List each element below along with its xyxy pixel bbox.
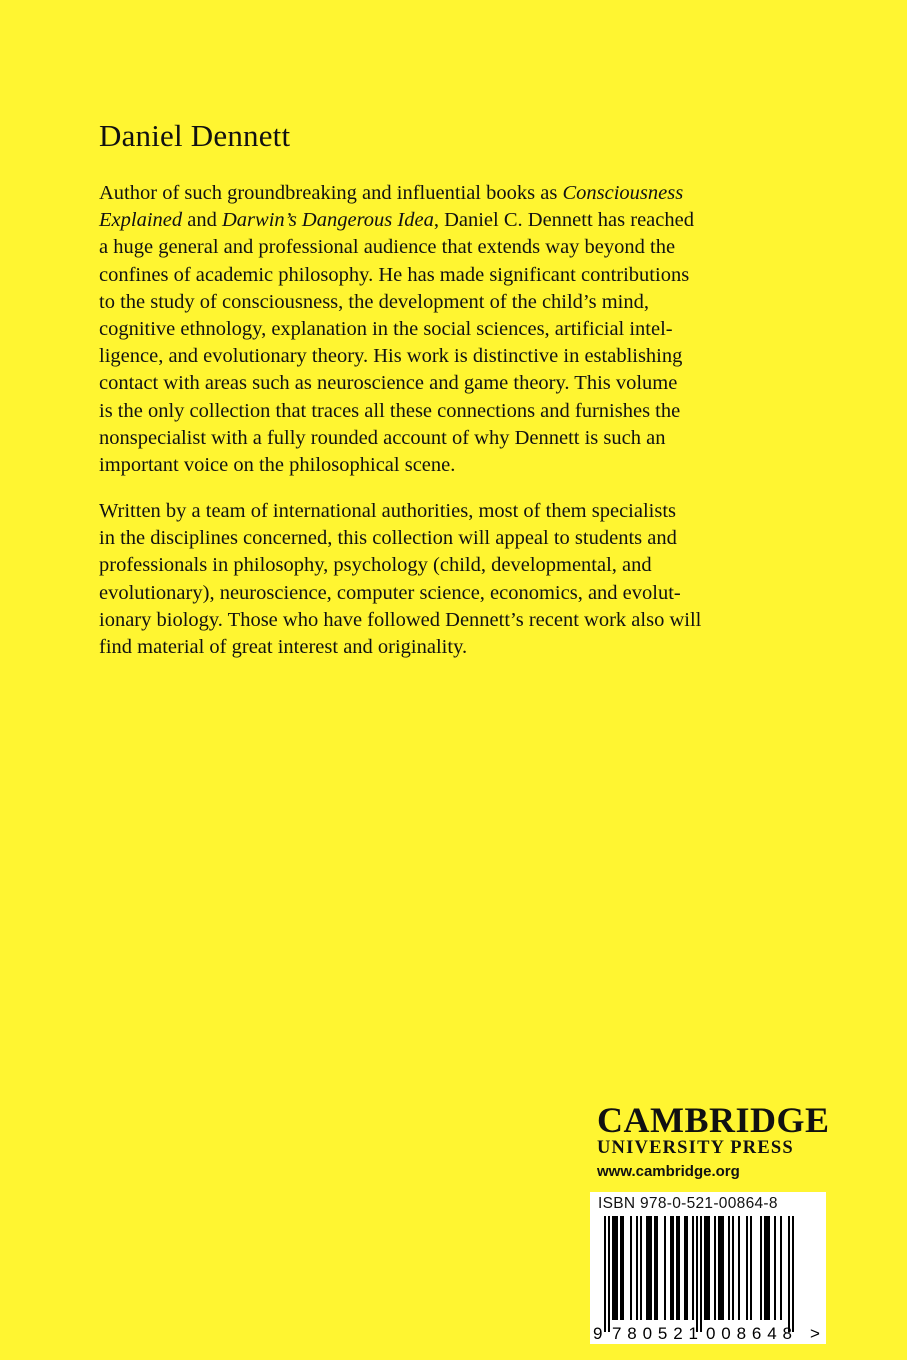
barcode-bar: [612, 1216, 614, 1320]
barcode-bar: [764, 1216, 766, 1320]
barcode-bar: [732, 1216, 734, 1320]
barcode-guard-bar: [792, 1216, 794, 1332]
barcode-bar: [708, 1216, 710, 1320]
barcode-bar: [750, 1216, 752, 1320]
barcode-bar: [774, 1216, 776, 1320]
barcode-bar: [648, 1216, 650, 1320]
description-paragraph-1: [99, 180, 819, 479]
isbn-label: ISBN 978-0-521-00864-8: [598, 1195, 778, 1212]
barcode-bar: [630, 1216, 632, 1320]
barcode-bar: [714, 1216, 716, 1320]
barcode-guard-bar: [700, 1216, 702, 1332]
book-title-explained: Explained: [99, 209, 183, 232]
barcode-bar: [670, 1216, 672, 1320]
barcode-bar: [656, 1216, 658, 1320]
barcode-digits-right: 008648: [706, 1324, 792, 1343]
barcode-bar: [678, 1216, 680, 1320]
barcode-digit-first: 9: [593, 1324, 603, 1343]
barcode-bar: [760, 1216, 762, 1320]
description-paragraph-2: [99, 498, 819, 661]
barcode-bar: [620, 1216, 622, 1320]
barcode-bar: [780, 1216, 782, 1320]
barcode-bar: [684, 1216, 686, 1320]
barcode-bar: [692, 1216, 694, 1320]
barcode-bar: [768, 1216, 770, 1320]
barcode-bar: [664, 1216, 666, 1320]
paragraph-line: is the only collection that traces all these connections and furnishes the: [99, 399, 681, 422]
paragraph-line: ionary biology. Those who have followed Dennett’s recent work also will: [99, 608, 702, 631]
publisher-name: CAMBRIDGE: [597, 1100, 830, 1140]
barcode-bar: [622, 1216, 624, 1320]
barcode-bar: [646, 1216, 648, 1320]
barcode-bar: [722, 1216, 724, 1320]
barcode-bar: [720, 1216, 722, 1320]
barcode-bar: [766, 1216, 768, 1320]
barcode-bar: [650, 1216, 652, 1320]
line-text: , Daniel C. Dennett has reached: [433, 209, 694, 232]
paragraph-line: ligence, and evolutionary theory. His work is distinctive in establishing: [99, 345, 683, 368]
barcode-digits-left: 780521: [612, 1324, 698, 1343]
barcode-guard-bar: [604, 1216, 606, 1332]
paragraph-line: a huge general and professional audience that extends way beyond the: [99, 236, 676, 259]
barcode-arrow: >: [810, 1324, 820, 1343]
paragraph-line: [99, 207, 819, 234]
publisher-url[interactable]: www.cambridge.org: [597, 1163, 740, 1180]
barcode-guard-bar: [696, 1216, 698, 1332]
paragraph-line: in the disciplines concerned, this collection will appeal to students and: [99, 527, 677, 550]
paragraph-line: nonspecialist with a fully rounded account of why Dennett is such an: [99, 426, 666, 449]
barcode-bar: [728, 1216, 730, 1320]
book-title-consciousness: Consciousness: [562, 182, 684, 204]
barcode-bar: [614, 1216, 616, 1320]
paragraph-line: Written by a team of international authorities, most of them specialists: [99, 500, 677, 522]
line-text: and: [182, 209, 222, 232]
barcode-guard-bar: [788, 1216, 790, 1332]
paragraph-line: evolutionary), neuroscience, computer science, economics, and evolut-: [99, 581, 681, 604]
barcode-guard-bar: [608, 1216, 610, 1332]
paragraph-line: contact with areas such as neuroscience and game theory. This volume: [99, 372, 678, 395]
paragraph-line: to the study of consciousness, the development of the child’s mind,: [99, 290, 649, 313]
paragraph-line: cognitive ethnology, explanation in the social sciences, artificial intel-: [99, 318, 673, 341]
barcode-bars: [604, 1216, 794, 1332]
barcode-bar: [672, 1216, 674, 1320]
publisher-subtitle: UNIVERSITY PRESS: [597, 1138, 794, 1158]
paragraph-line: professionals in philosophy, psychology (child, developmental, and: [99, 554, 652, 577]
barcode-bar: [746, 1216, 748, 1320]
barcode-bar: [676, 1216, 678, 1320]
paragraph-line: confines of academic philosophy. He has made significant contributions: [99, 263, 690, 286]
barcode-bar: [654, 1216, 656, 1320]
barcode-bar: [636, 1216, 638, 1320]
barcode-bar: [704, 1216, 706, 1320]
barcode-bar: [640, 1216, 642, 1320]
line-text: Author of such groundbreaking and influential books as: [99, 182, 563, 204]
barcode-bar: [616, 1216, 618, 1320]
barcode-bar: [718, 1216, 720, 1320]
isbn-barcode: [590, 1192, 826, 1344]
paragraph-line: important voice on the philosophical scene.: [99, 454, 456, 477]
paragraph-line: find material of great interest and originality.: [99, 636, 468, 659]
barcode-bar: [686, 1216, 688, 1320]
author-name-title: Daniel Dennett: [99, 118, 291, 153]
book-title-darwins-dangerous-idea: Darwin’s Dangerous Idea: [221, 209, 434, 232]
paragraph-line: [99, 180, 819, 207]
barcode-bar: [738, 1216, 740, 1320]
barcode-bar: [706, 1216, 708, 1320]
barcode-graphic: [590, 1192, 826, 1344]
publisher-imprint: [597, 1100, 830, 1181]
